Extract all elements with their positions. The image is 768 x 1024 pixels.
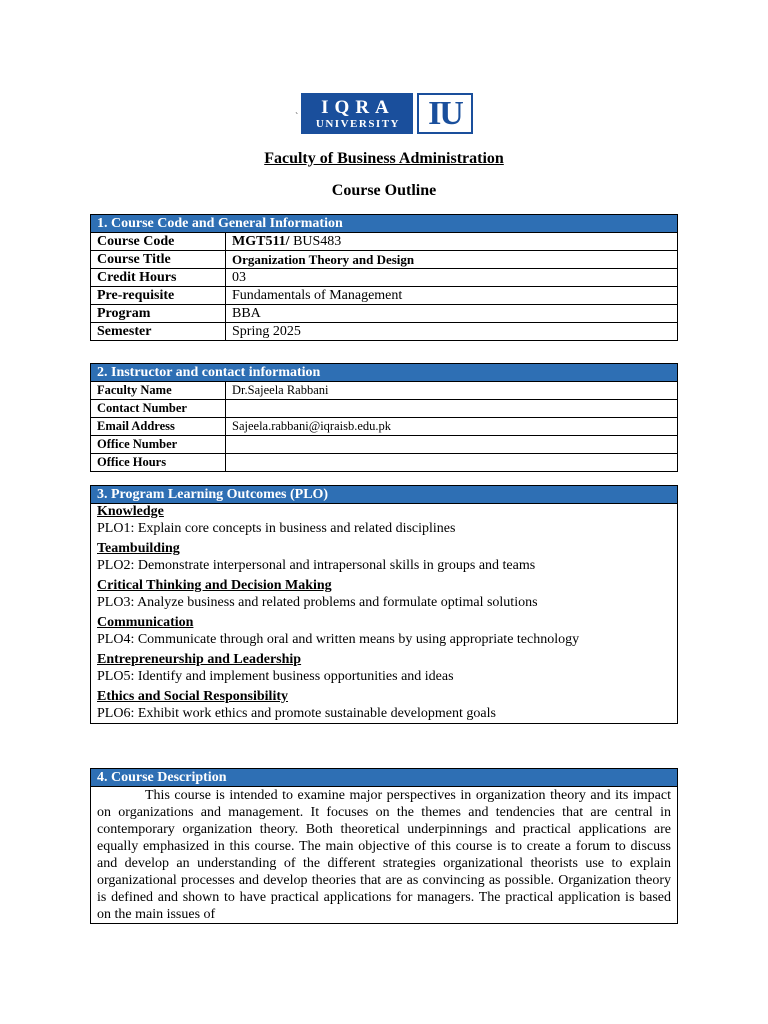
table-row [91, 305, 678, 323]
row-value [226, 436, 678, 454]
row-label: Pre-requisite [91, 287, 226, 305]
table-row [91, 436, 678, 454]
logo-wordmark [301, 93, 413, 134]
plo-title: Teambuilding [97, 541, 180, 556]
section-heading: 3. Program Learning Outcomes (PLO) [91, 486, 678, 504]
course-info-table [90, 214, 678, 341]
plo-text: PLO3: Analyze business and related problems and formulate optimal solutions [97, 595, 538, 610]
plo-title: Ethics and Social Responsibility [97, 689, 288, 704]
description-text: This course is intended to examine major perspectives in organization theory and its impact on organizations and management. It focuses on the themes and tendencies that are central in contemporary organization theory. Both theoretical underpinnings and practical applications are equally emphasized in this course. The main objective of this course is to create a forum to discuss and develop an understanding of the different strategies organizational theorists use to explain organizational processes and develop theories that are as convincing as possible. Organization theory is defined and shown to have practical applications for managers. The practical application is based on the main issues of [97, 788, 671, 922]
row-value: Dr.Sajeela Rabbani [226, 382, 678, 400]
row-label: Course Title [91, 251, 226, 269]
table-row [91, 233, 678, 251]
logo-line2: UNIVERSITY [315, 117, 400, 130]
row-value [226, 251, 678, 269]
row-value [226, 454, 678, 472]
instructor-table [90, 363, 678, 472]
row-label: Office Number [91, 436, 226, 454]
plo-list [91, 504, 678, 724]
table-row [91, 454, 678, 472]
row-value: Fundamentals of Management [226, 287, 678, 305]
row-value: Spring 2025 [226, 323, 678, 341]
plo-title: Communication [97, 615, 194, 630]
plo-title: Entrepreneurship and Leadership [97, 652, 302, 667]
plo-title: Critical Thinking and Decision Making [97, 578, 332, 593]
row-label: Contact Number [91, 400, 226, 418]
faculty-title: Faculty of Business Administration [264, 150, 504, 167]
plo-title: Knowledge [97, 504, 164, 519]
row-value-text: BUS483 [289, 234, 342, 249]
document-title: Course Outline [331, 182, 437, 199]
table-row [91, 418, 678, 436]
plo-text: PLO6: Exhibit work ethics and promote sustainable development goals [97, 706, 496, 721]
table-row [91, 251, 678, 269]
plo-table [90, 485, 678, 724]
logo-mark: IU [417, 93, 473, 134]
row-label: Credit Hours [91, 269, 226, 287]
row-value-bold: MGT511/ [232, 234, 290, 249]
row-label: Semester [91, 323, 226, 341]
row-label: Faculty Name [91, 382, 226, 400]
row-value-bold: Organization Theory and Design [232, 252, 415, 267]
section-heading: 2. Instructor and contact information [91, 364, 678, 382]
course-description [91, 787, 678, 924]
iqra-university-logo [301, 93, 473, 134]
plo-text: PLO2: Demonstrate interpersonal and intrapersonal skills in groups and teams [97, 558, 536, 573]
logo-line1: IQRA [321, 96, 395, 118]
section-heading: 4. Course Description [91, 769, 678, 787]
row-value [226, 233, 678, 251]
table-row [91, 382, 678, 400]
plo-text: PLO5: Identify and implement business opportunities and ideas [97, 669, 454, 684]
row-label: Office Hours [91, 454, 226, 472]
course-description-table [90, 768, 678, 924]
section-heading: 1. Course Code and General Information [91, 215, 678, 233]
row-label: Email Address [91, 418, 226, 436]
plo-text: PLO4: Communicate through oral and written means by using appropriate technology [97, 632, 580, 647]
row-label: Program [91, 305, 226, 323]
plo-text: PLO1: Explain core concepts in business and related disciplines [97, 521, 456, 536]
row-value [226, 400, 678, 418]
row-label: Course Code [91, 233, 226, 251]
table-row [91, 400, 678, 418]
table-row [91, 323, 678, 341]
row-value: 03 [226, 269, 678, 287]
table-row [91, 287, 678, 305]
row-value: Sajeela.rabbani@iqraisb.edu.pk [226, 418, 678, 436]
row-value: BBA [226, 305, 678, 323]
table-row [91, 269, 678, 287]
stray-mark: ` [295, 112, 299, 123]
